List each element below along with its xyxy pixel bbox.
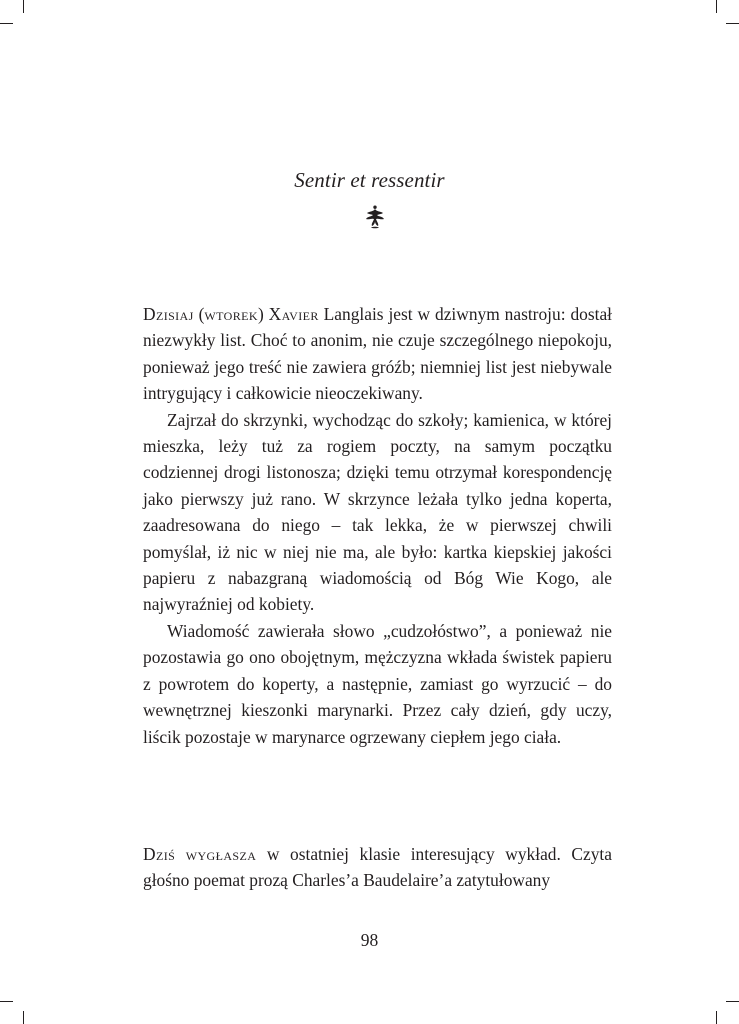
- section-1: [143, 301, 612, 750]
- text-run: Langlais jest w dziwnym nastroju: dostał niezwykły list. Choć to anonim, nie czuje szczególnego niepokoju, ponieważ jego treść nie zawiera gróźb; niemniej list jest niebywale intrygujący i całkowicie nieoczekiwany.: [143, 304, 612, 404]
- crop-mark: [716, 1011, 717, 1024]
- chapter-title: Sentir et ressentir: [294, 168, 445, 192]
- crop-mark: [23, 1011, 24, 1024]
- small-caps-lead: wtorek: [204, 304, 258, 324]
- paragraph: Wiadomość zawierała słowo „cudzołóstwo”, a ponieważ nie pozostawia go ono obojętnym, mężczyzna wkłada świstek papieru z powrotem do koperty, a następnie, zamiast go wyrzucić – do wewnętrznej kieszonki marynarki. Przez cały dzień, gdy uczy, liścik pozostaje w marynarce ogrzewany ciepłem jego ciała.: [143, 620, 612, 747]
- crop-mark: [0, 1001, 13, 1002]
- page-number: 98: [360, 930, 379, 950]
- paragraph: [143, 301, 612, 407]
- crop-mark: [0, 23, 13, 24]
- small-caps-lead: Xavier: [268, 304, 319, 324]
- crop-mark: [23, 0, 24, 13]
- crop-mark: [716, 0, 717, 13]
- text-run: ): [257, 304, 269, 324]
- paragraph: Zajrzał do skrzynki, wychodząc do szkoły; kamienica, w której mieszka, leży tuż za rogiem poczty, na samym początku codziennej drogi listonosza; dzięki temu otrzymał korespondencję jako pierwszy już rano. W skrzynce leżała tylko jedna koperta, zaadresowana do niego – tak lekka, że w pierwszej chwili pomyślał, iż nic w niej nie ma, ale było: kartka kiepskiej jakości papieru z nabazgraną wiadomością od Bóg Wie Kogo, ale najwyraźniej od kobiety.: [143, 409, 612, 615]
- small-caps-lead: Dzisiaj: [143, 304, 194, 324]
- crop-mark: [726, 1001, 739, 1002]
- text-run: (: [193, 304, 205, 324]
- small-caps-lead: Dziś: [143, 844, 176, 864]
- crop-mark: [726, 23, 739, 24]
- section-2: [143, 841, 612, 894]
- paragraph: [143, 841, 612, 894]
- text-run: w ostatniej klasie interesujący wykład. Czyta głośno poemat prozą Charles’a Baudelaire’a zatytułowany: [143, 844, 612, 891]
- text-run: [175, 844, 186, 864]
- fleuron-icon: [362, 204, 388, 230]
- small-caps-lead: wygłasza: [185, 844, 257, 864]
